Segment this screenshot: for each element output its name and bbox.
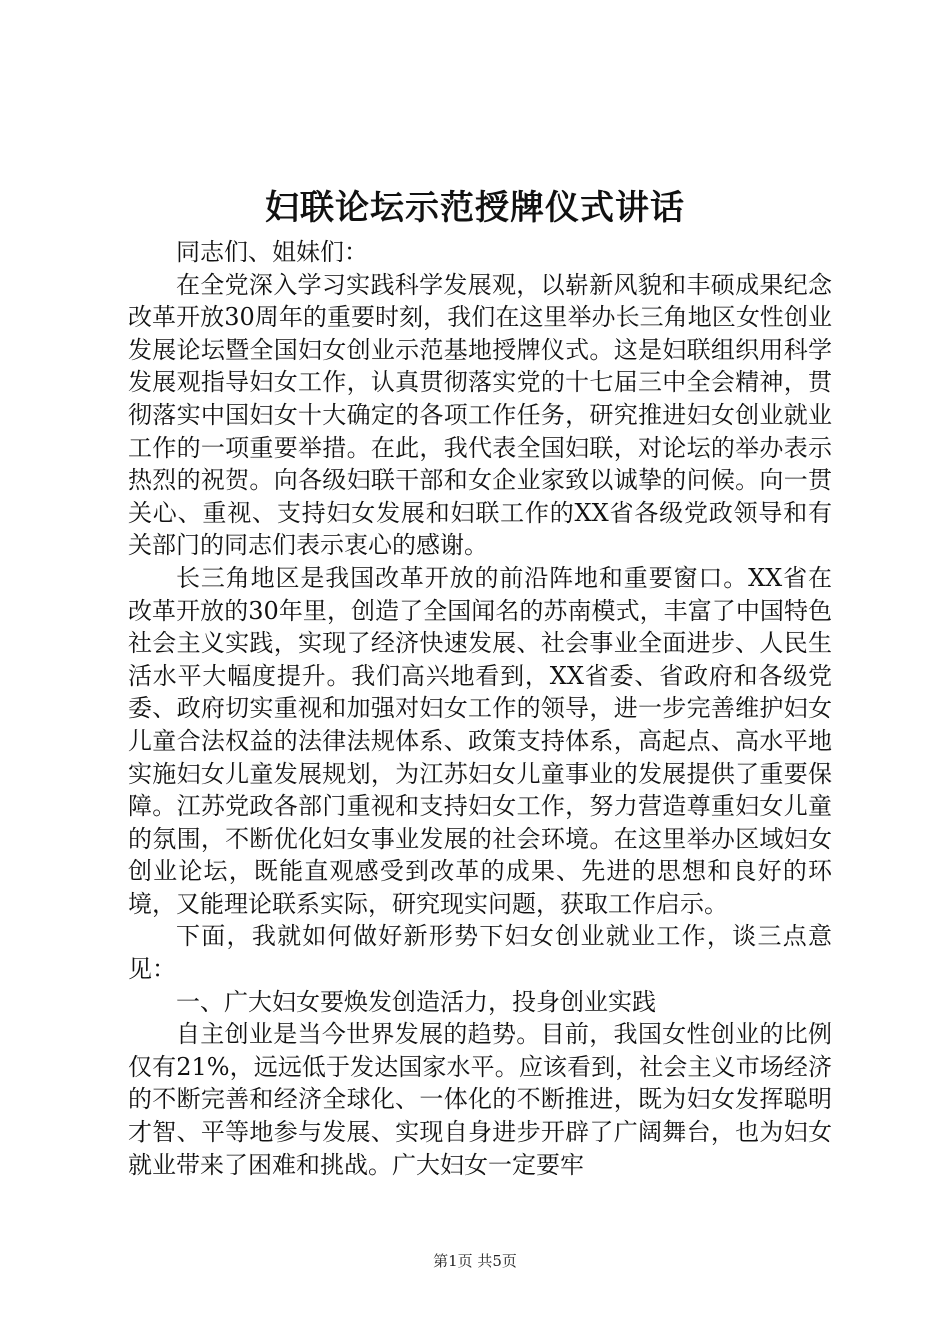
body-paragraph: 下面，我就如何做好新形势下妇女创业就业工作，谈三点意见： — [128, 922, 832, 984]
body-paragraph: 自主创业是当今世界发展的趋势。目前，我国女性创业的比例仅有21%，远远低于发达国家水平。应该看到，社会主义市场经济的不断完善和经济全球化、一体化的不断推进，既为妇女发挥聪明才智、平等地参与发展、实现自身进步开辟了广阔舞台，也为妇女就业带来了困难和挑战。广大妇女一定要牢 — [128, 1020, 832, 1179]
body-paragraph: 长三角地区是我国改革开放的前沿阵地和重要窗口。XX省在改革开放的30年里，创造了全国闻名的苏南模式，丰富了中国特色社会主义实践，实现了经济快速发展、社会事业全面进步、人民生活水平大幅度提升。我们高兴地看到，XX省委、省政府和各级党委、政府切实重视和加强对妇女工作的领导，进一步完善维护妇女儿童合法权益的法律法规体系、政策支持体系，高起点、高水平地实施妇女儿童发展规划，为江苏妇女儿童事业的发展提供了重要保障。江苏党政各部门重视和支持妇女工作，努力营造尊重妇女儿童的氛围，不断优化妇女事业发展的社会环境。在这里举办区域妇女创业论坛，既能直观感受到改革的成果、先进的思想和良好的环境，又能理论联系实际，研究现实问题，获取工作启示。 — [128, 563, 832, 918]
body-paragraph: 在全党深入学习实践科学发展观，以崭新风貌和丰硕成果纪念改革开放30周年的重要时刻，我们在这里举办长三角地区女性创业发展论坛暨全国妇女创业示范基地授牌仪式。这是妇联组织用科学发展观指导妇女工作，认真贯彻落实党的十七届三中全会精神，贯彻落实中国妇女十大确定的各项工作任务，研究推进妇女创业就业工作的一项重要举措。在此，我代表全国妇联，对论坛的举办表示热烈的祝贺。向各级妇联干部和女企业家致以诚挚的问候。向一贯关心、重视、支持妇女发展和妇联工作的XX省各级党政领导和有关部门的同志们表示衷心的感谢。 — [128, 270, 832, 560]
section-heading: 一、广大妇女要焕发创造活力，投身创业实践 — [176, 987, 656, 1016]
document-body — [128, 236, 832, 1181]
page-footer: 第1页 共5页 — [433, 1252, 517, 1270]
salutation-paragraph: 同志们、姐妹们： — [176, 238, 368, 266]
document-title: 妇联论坛示范授牌仪式讲话 — [265, 188, 685, 228]
